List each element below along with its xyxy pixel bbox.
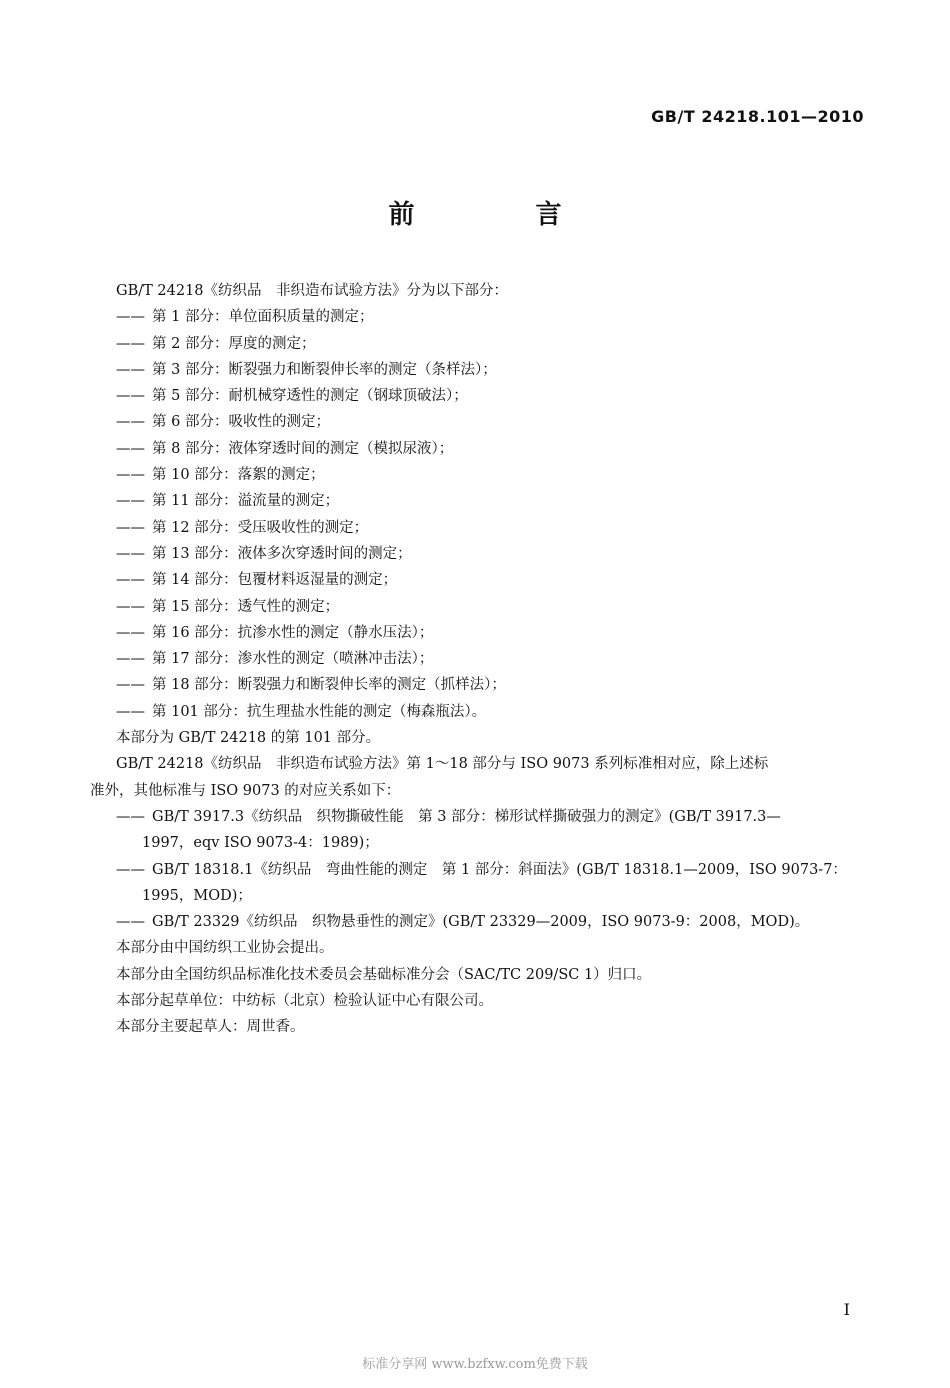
list-item	[116, 436, 876, 462]
dash: ——	[116, 572, 145, 589]
list-item	[116, 620, 876, 646]
closing-line: 本部分由中国纺织工业协会提出。	[116, 940, 334, 957]
part-text: 第 18 部分：断裂强力和断裂伸长率的测定（抓样法）；	[152, 677, 506, 694]
part-text: 第 16 部分：抗渗水性的测定（静水压法）；	[152, 624, 434, 641]
list-item	[116, 304, 876, 330]
list-item	[116, 383, 876, 409]
correspondence-line: 准外，其他标准与 ISO 9073 的对应关系如下：	[90, 782, 401, 799]
correspondence-line: GB/T 24218《纺织品 非织造布试验方法》第 1～18 部分与 ISO 9073 系列标准相对应，除上述标	[116, 756, 769, 773]
this-part-statement: 本部分为 GB/T 24218 的第 101 部分。	[116, 730, 381, 747]
dash: ——	[116, 519, 145, 536]
correspondence-paragraph	[90, 751, 876, 804]
list-item	[116, 488, 876, 514]
reference-item	[116, 857, 876, 910]
part-text: 第 101 部分：抗生理盐水性能的测定（梅森瓶法）。	[152, 703, 487, 720]
closing-statements	[116, 935, 876, 1040]
dash: ——	[116, 388, 145, 405]
closing-line: 本部分起草单位：中纺标（北京）检验认证中心有限公司。	[116, 993, 493, 1010]
reference-item	[116, 909, 876, 935]
dash: ——	[116, 914, 145, 931]
part-text: 第 2 部分：厚度的测定；	[152, 335, 316, 352]
list-item	[116, 567, 876, 593]
closing-line: 本部分主要起草人：周世香。	[116, 1019, 305, 1036]
list-item	[116, 515, 876, 541]
dash: ——	[116, 677, 145, 694]
list-item	[116, 594, 876, 620]
part-text: 第 10 部分：落絮的测定；	[152, 467, 325, 484]
dash: ——	[116, 467, 145, 484]
list-item	[116, 462, 876, 488]
part-text: 第 3 部分：断裂强力和断裂伸长率的测定（条样法）；	[152, 361, 497, 378]
part-text: 第 11 部分：溢流量的测定；	[152, 493, 340, 510]
list-item	[116, 357, 876, 383]
reference-text: GB/T 23329《纺织品 织物悬垂性的测定》(GB/T 23329—2009，ISO 9073-9：2008，MOD)。	[152, 914, 810, 931]
dash: ——	[116, 703, 145, 720]
standard-number: GB/T 24218.101—2010	[651, 107, 864, 126]
reference-text: GB/T 3917.3《纺织品 织物撕破性能 第 3 部分：梯形试样撕破强力的测定》(GB/T 3917.3—	[152, 808, 781, 825]
reference-text-continued: 1997，eqv ISO 9073-4：1989)；	[142, 835, 379, 852]
reference-item	[116, 804, 876, 857]
page-number: I	[843, 1300, 850, 1319]
reference-text-continued: 1995，MOD)；	[142, 887, 252, 904]
dash: ——	[116, 361, 145, 378]
references-list	[116, 804, 876, 935]
dash: ——	[116, 545, 145, 562]
part-text: 第 8 部分：液体穿透时间的测定（模拟尿液）；	[152, 440, 454, 457]
dash: ——	[116, 624, 145, 641]
list-item	[116, 646, 876, 672]
dash: ——	[116, 335, 145, 352]
list-item	[116, 541, 876, 567]
part-text: 第 13 部分：液体多次穿透时间的测定；	[152, 545, 412, 562]
watermark: 标准分享网 www.bzfxw.com免费下载	[362, 1357, 588, 1372]
dash: ——	[116, 493, 145, 510]
part-text: 第 15 部分：透气性的测定；	[152, 598, 340, 615]
list-item	[116, 672, 876, 698]
dash: ——	[116, 598, 145, 615]
dash: ——	[116, 808, 145, 825]
list-item	[116, 331, 876, 357]
reference-text: GB/T 18318.1《纺织品 弯曲性能的测定 第 1 部分：斜面法》(GB/T 18318.1—2009，ISO 9073-7：	[152, 861, 847, 878]
dash: ——	[116, 861, 145, 878]
part-text: 第 14 部分：包覆材料返湿量的测定；	[152, 572, 398, 589]
dash: ——	[116, 440, 145, 457]
list-item	[116, 409, 876, 435]
foreword-body	[90, 278, 876, 1041]
part-text: 第 17 部分：渗水性的测定（喷淋冲击法）；	[152, 651, 434, 668]
part-text: 第 12 部分：受压吸收性的测定；	[152, 519, 369, 536]
closing-line: 本部分由全国纺织品标准化技术委员会基础标准分会（SAC/TC 209/SC 1）归口。	[116, 966, 652, 983]
page-title: 前 言	[388, 200, 618, 230]
dash: ——	[116, 309, 145, 326]
part-text: 第 6 部分：吸收性的测定；	[152, 414, 330, 431]
dash: ——	[116, 651, 145, 668]
part-text: 第 1 部分：单位面积质量的测定；	[152, 309, 374, 326]
dash: ——	[116, 414, 145, 431]
parts-list	[116, 304, 876, 725]
part-text: 第 5 部分：耐机械穿透性的测定（钢球顶破法）；	[152, 388, 468, 405]
list-item	[116, 699, 876, 725]
intro-line: GB/T 24218《纺织品 非织造布试验方法》分为以下部分：	[116, 283, 509, 299]
